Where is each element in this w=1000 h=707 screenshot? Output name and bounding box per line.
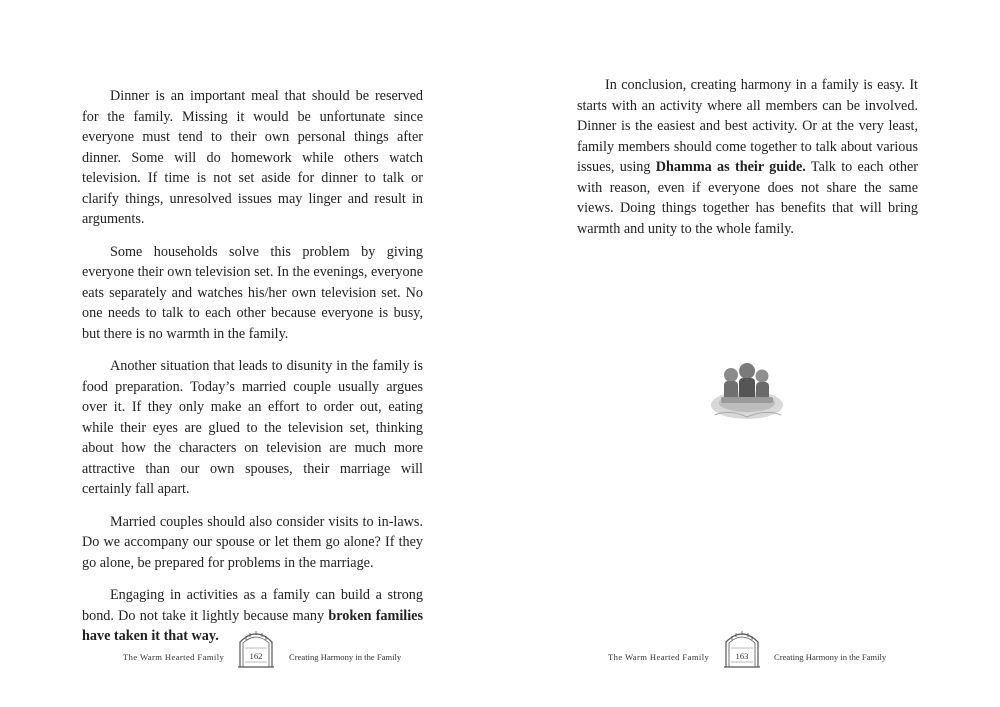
- emphasis-text: broken families have taken it that way.: [82, 607, 423, 644]
- page-footer: [500, 630, 1000, 670]
- running-book-title: The Warm Hearted Family: [123, 652, 225, 662]
- gate-ornament-icon: [722, 630, 762, 668]
- paragraph-text: Talk to each other with reason, even if everyone does not share the same views. Doing things together has benefits that will bring warmth and unity to the whole family.: [577, 159, 918, 237]
- paragraph-text: In conclusion, creating harmony in a family is easy. It starts with an activity where all members can be involved. Dinner is the easiest and best activity. Or at the very least, family members should come together to talk about various issues, using: [577, 77, 918, 175]
- running-chapter-title: Creating Harmony in the Family: [774, 652, 887, 662]
- paragraph: [577, 75, 918, 239]
- left-page-body: [82, 86, 423, 659]
- page-number: 163: [731, 651, 753, 661]
- page-number: 162: [245, 651, 267, 661]
- family-illustration-icon: [709, 333, 785, 445]
- paragraph: Married couples should also consider visits to in-laws. Do we accompany our spouse or let them go alone? If they go alone, be prepared for problems in the marriage.: [82, 513, 423, 571]
- running-chapter-title: Creating Harmony in the Family: [289, 652, 402, 662]
- paragraph: Dinner is an important meal that should be reserved for the family. Missing it would be unfortunate since everyone must tend to their own personal things after dinner. Some will do homework while others watch television. If time is not set aside for dinner to talk or clarify things, unresolved issues may linger and result in arguments.: [82, 88, 423, 227]
- page-footer: [0, 630, 500, 670]
- paragraph: Some households solve this problem by giving everyone their own television set. In the evenings, everyone eats separately and watches his/her own television set. No one needs to talk to each other because everyone is busy, but there is no warmth in the family.: [82, 243, 423, 342]
- paragraph: Another situation that leads to disunity in the family is food preparation. Today’s married couple usually argues over it. If they only make an effort to order out, eating while their eyes are glued to the television set, thinking about how the characters on television are much more attractive than our own spouses, their marriage will certainly fall apart.: [82, 358, 423, 497]
- gate-ornament-icon: [236, 630, 276, 668]
- running-book-title: The Warm Hearted Family: [608, 652, 710, 662]
- paragraph-text: Engaging in activities as a family can build a strong bond. Do not take it lightly because many: [82, 587, 423, 624]
- right-page: [500, 0, 1000, 707]
- emphasis-text: Dhamma as their guide.: [655, 159, 806, 175]
- right-page-body: [577, 75, 918, 251]
